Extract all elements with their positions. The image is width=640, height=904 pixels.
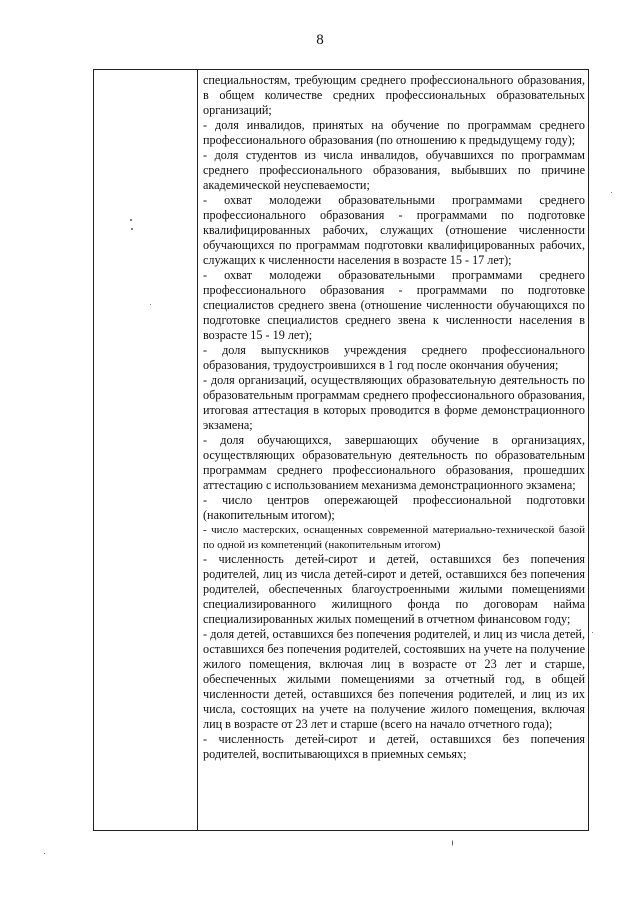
scan-speck xyxy=(452,840,453,846)
indicator-table xyxy=(93,69,589,831)
indicator-item: - охват молодежи образовательными программами среднего профессионального образования - программами по подготовке специалистов среднего звена (отношение численности обучающихся по подготовке специалистов среднего звена к численности населения в возрасте 15 - 19 лет); xyxy=(203,268,585,342)
scan-speck xyxy=(131,228,133,230)
scan-speck xyxy=(592,632,593,633)
indicator-text-cell xyxy=(203,73,585,762)
indicator-item: - доля инвалидов, принятых на обучение по программам среднего профессионального образования (по отношению к предыдущему году); xyxy=(203,118,585,147)
indicator-item: - охват молодежи образовательными программами среднего профессионального образования - программами по подготовке квалифицированных рабочих, служащих (отношение численности обучающихся по программам подготовки квалифицированных рабочих, служащих к численности населения в возрасте 15 - 17 лет); xyxy=(203,193,585,267)
page-number: 8 xyxy=(316,32,324,48)
indicator-item: - численность детей-сирот и детей, оставшихся без попечения родителей, лиц из числа детей-сирот и детей, оставшихся без попечения родителей, обеспеченных благоустроенными жилыми помещениями специализированного жилищного фонда по договорам найма специализированных жилых помещений в отчетном финансовом году; xyxy=(203,552,585,627)
scan-speck xyxy=(44,853,45,854)
scan-speck xyxy=(611,192,612,193)
scan-speck xyxy=(150,304,151,305)
indicator-item: - доля выпускников учреждения среднего профессионального образования, трудоустроившихся в 1 год после окончания обучения; xyxy=(203,343,585,372)
column-divider xyxy=(197,70,198,830)
indicator-item: - число мастерских, оснащенных современной материально-технической базой по одной из компетенций (накопительным итогом) xyxy=(203,524,585,551)
indicator-item: - доля обучающихся, завершающих обучение в организациях, осуществляющих образовательную деятельность по образовательным программам среднего профессионального образования, прошедших аттестацию с использованием механизма демонстрационного экзамена; xyxy=(203,433,585,492)
indicator-item: - число центров опережающей профессиональной подготовки (накопительным итогом); xyxy=(203,493,585,522)
indicator-item: - численность детей-сирот и детей, оставшихся без попечения родителей, воспитывающихся в приемных семьях; xyxy=(203,732,585,762)
indicator-item: - доля детей, оставшихся без попечения родителей, и лиц из числа детей, оставшихся без попечения родителей, состоявших на учете на получение жилого помещения, включая лиц в возрасте от 23 лет и старше, обеспеченных жилыми помещениями за отчетный год, в общей численности детей, оставшихся без попечения родителей, и лиц из их числа, состоящих на учете на получение жилого помещения, включая лиц в возрасте от 23 лет и старше (всего на начало отчетного года); xyxy=(203,627,585,732)
scan-speck xyxy=(130,219,132,221)
indicator-item: специальностям, требующим среднего профессионального образования, в общем количестве средних профессиональных образовательных организаций; xyxy=(203,73,585,117)
indicator-item: - доля организаций, осуществляющих образовательную деятельность по образовательным программам среднего профессионального образования, итоговая аттестация в которых проводится в форме демонстрационного экзамена; xyxy=(203,373,585,432)
indicator-item: - доля студентов из числа инвалидов, обучавшихся по программам среднего профессионального образования, выбывших по причине академической неуспеваемости; xyxy=(203,148,585,192)
